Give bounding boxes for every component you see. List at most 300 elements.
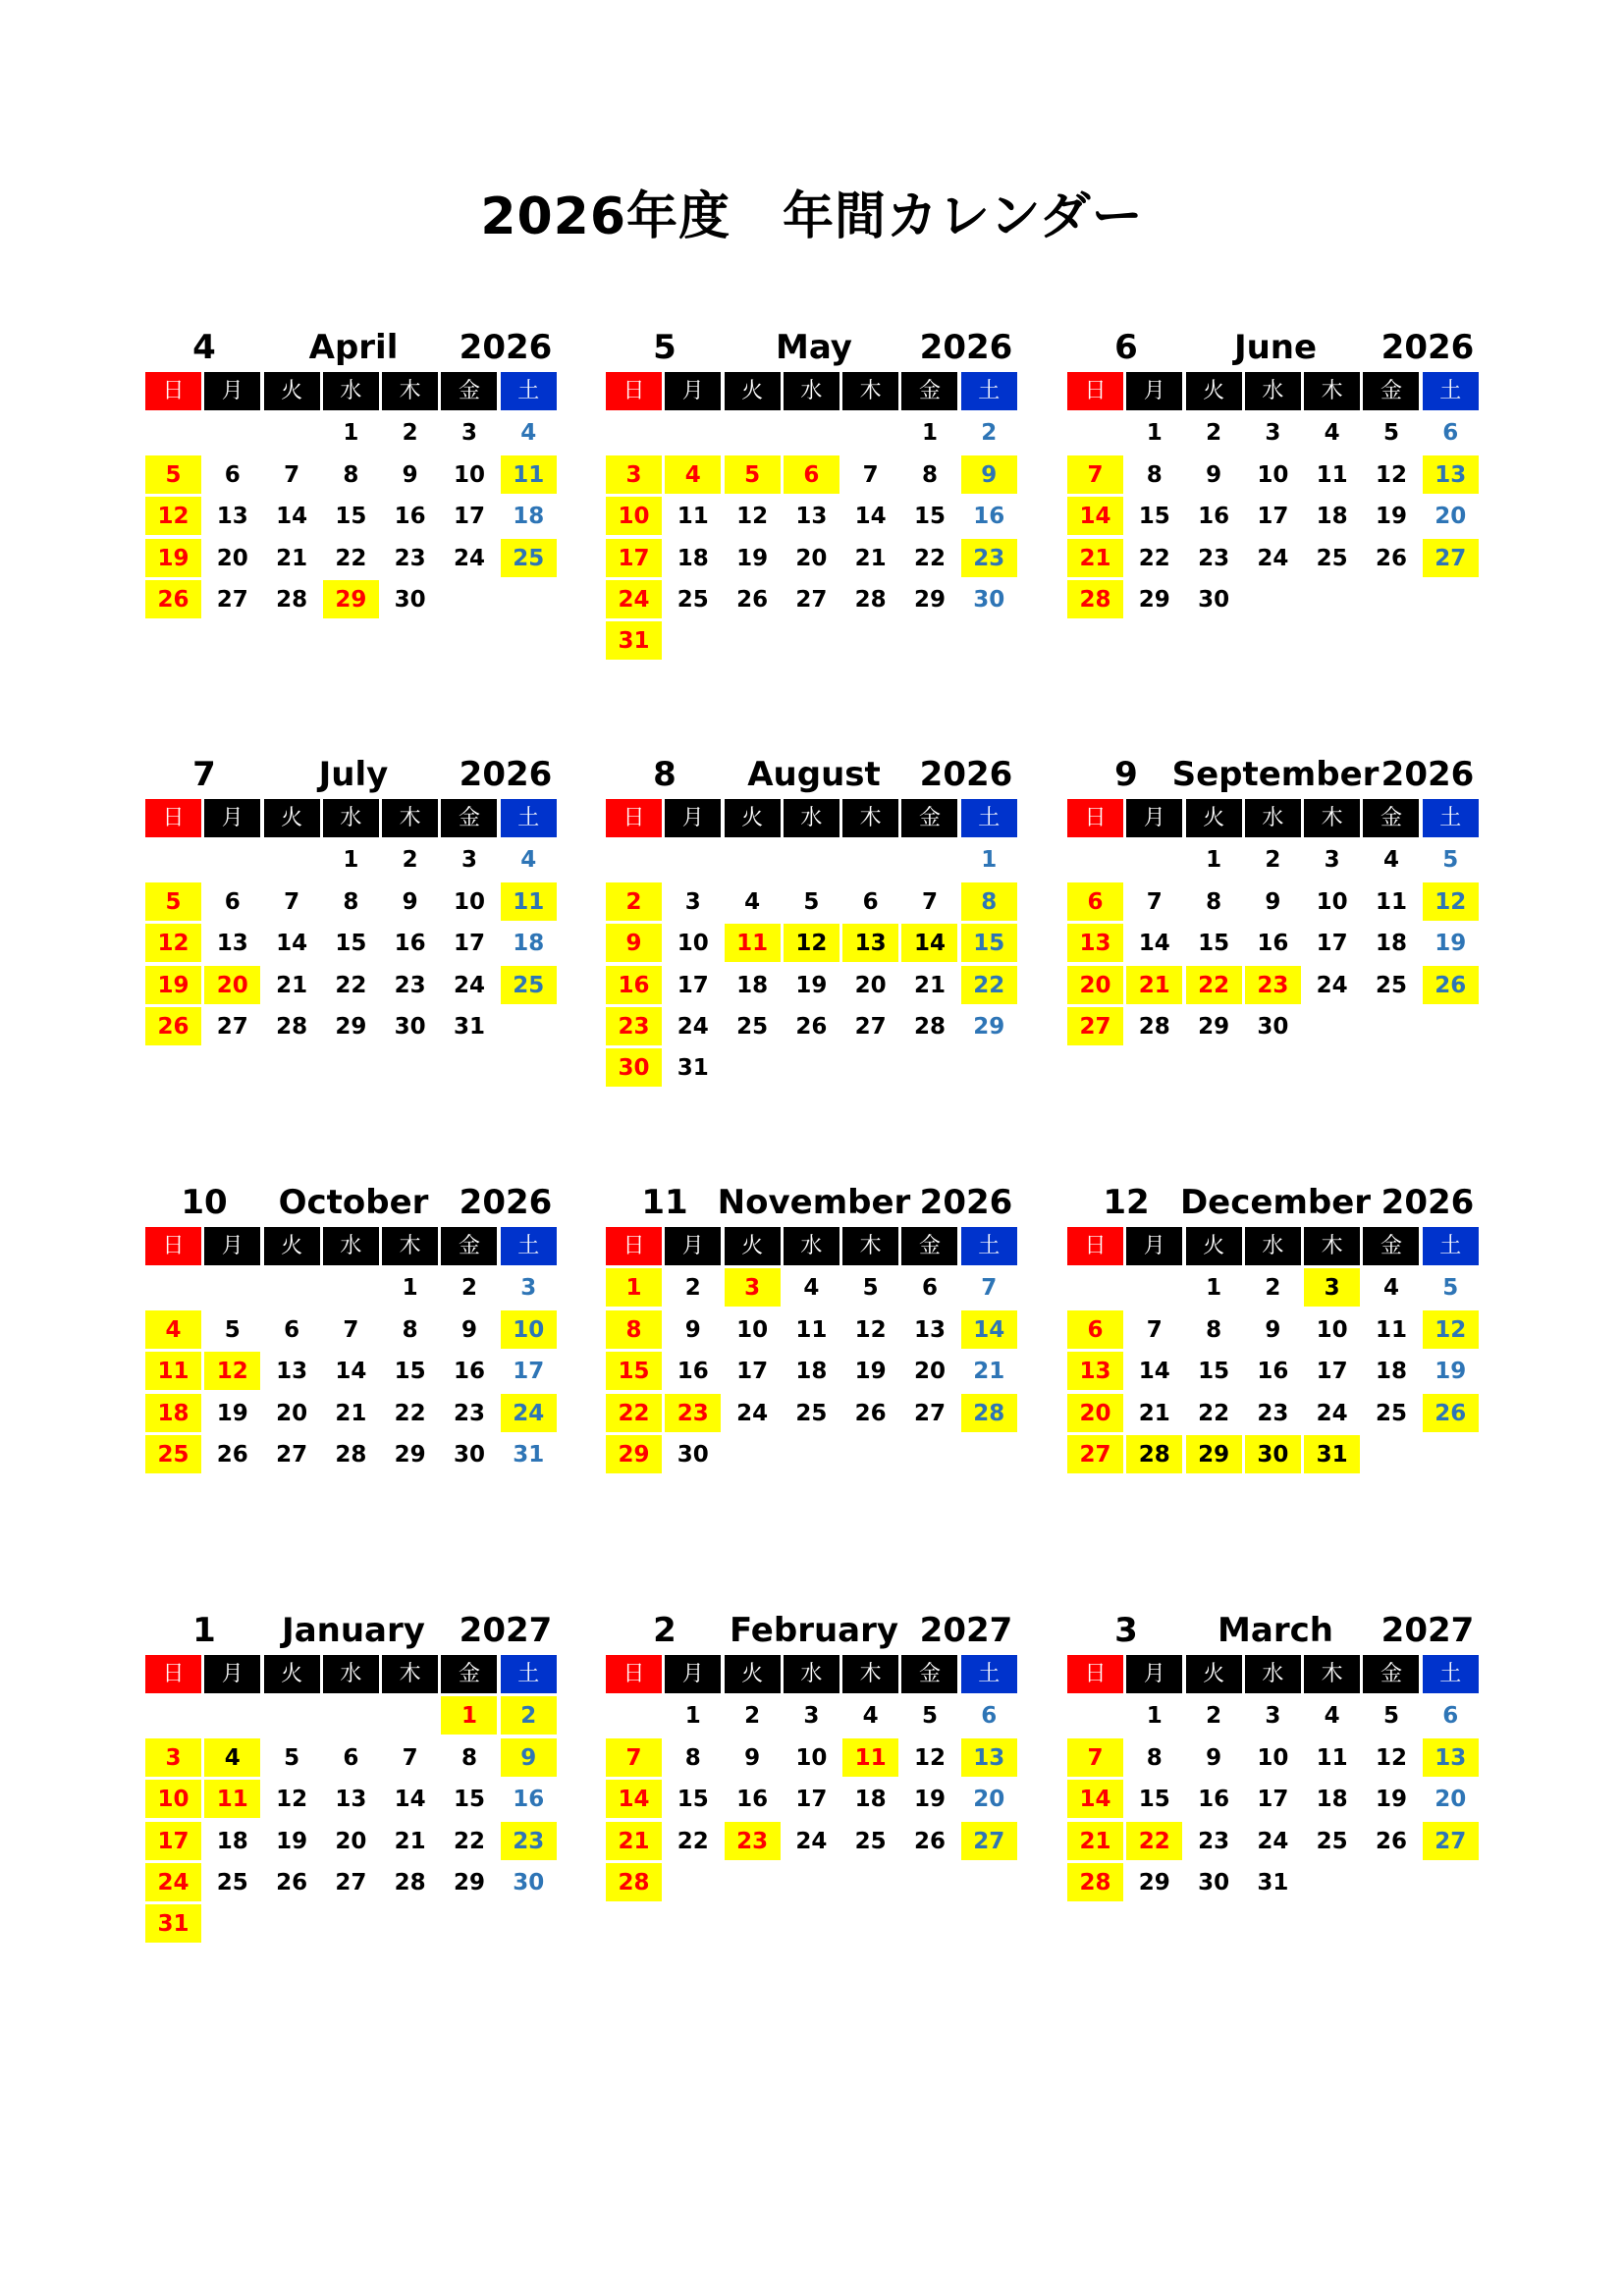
day-cell: 14 <box>1138 1359 1170 1385</box>
weekday-header: 日 <box>606 1655 662 1693</box>
day-cell: 5 <box>1442 847 1459 874</box>
day-cell: 5 <box>224 1316 241 1343</box>
holiday-day-cell: 14 <box>961 1310 1017 1349</box>
day-cell: 12 <box>854 1316 887 1343</box>
weekday-header: 火 <box>725 799 781 837</box>
day-cell: 15 <box>913 504 946 530</box>
day-cell: 24 <box>1257 1828 1289 1854</box>
day-cell: 26 <box>1375 545 1407 571</box>
month-number: 7 <box>192 755 216 794</box>
holiday-day-cell: 21 <box>606 1822 662 1860</box>
day-cell: 28 <box>335 1441 367 1468</box>
weekday-header: 土 <box>501 1655 557 1693</box>
empty-cell <box>145 840 201 879</box>
holiday-day-cell: 28 <box>1067 1863 1123 1901</box>
day-cell: 25 <box>1316 545 1348 571</box>
month-header <box>1067 324 1482 372</box>
holiday-day-cell: 4 <box>204 1738 260 1777</box>
empty-cell <box>145 413 201 452</box>
weekday-header: 火 <box>264 799 320 837</box>
holiday-day-cell: 30 <box>1245 1435 1301 1473</box>
empty-cell <box>1067 1268 1123 1307</box>
day-cell: 12 <box>913 1744 946 1771</box>
holiday-day-cell: 4 <box>145 1310 201 1349</box>
day-cell: 16 <box>513 1787 545 1813</box>
day-cell: 27 <box>913 1400 946 1426</box>
month-grid <box>1067 1655 1482 1901</box>
weekday-header: 月 <box>1126 1227 1182 1265</box>
day-cell: 9 <box>1265 888 1281 915</box>
holiday-day-cell: 17 <box>606 539 662 577</box>
empty-cell <box>901 840 957 879</box>
weekday-header: 金 <box>441 372 497 410</box>
day-cell: 2 <box>460 1275 477 1302</box>
day-cell: 23 <box>1198 545 1230 571</box>
day-cell: 22 <box>913 545 946 571</box>
month-header <box>1067 1607 1482 1655</box>
month-february <box>606 1607 1020 1901</box>
weekday-header: 火 <box>264 1227 320 1265</box>
month-name: September <box>1171 755 1380 794</box>
holiday-day-cell: 11 <box>145 1352 201 1390</box>
holiday-day-cell: 7 <box>1067 455 1123 494</box>
weekday-header: 日 <box>145 1655 201 1693</box>
day-cell: 12 <box>736 504 769 530</box>
day-cell: 18 <box>1316 1787 1348 1813</box>
month-name: March <box>1218 1611 1333 1650</box>
weekday-header: 土 <box>501 372 557 410</box>
day-cell: 26 <box>854 1400 887 1426</box>
weekday-header: 日 <box>1067 799 1123 837</box>
weekday-header: 月 <box>1126 372 1182 410</box>
weekday-header: 金 <box>901 1227 957 1265</box>
day-cell: 4 <box>803 1275 820 1302</box>
holiday-day-cell: 20 <box>204 966 260 1004</box>
holiday-day-cell: 22 <box>606 1394 662 1432</box>
weekday-header: 木 <box>1304 1655 1360 1693</box>
holiday-day-cell: 10 <box>145 1780 201 1818</box>
month-header <box>145 751 560 799</box>
month-grid <box>145 799 560 1045</box>
day-cell: 20 <box>335 1828 367 1854</box>
page-title: 2026年度 年間カレンダー <box>480 187 1144 246</box>
day-cell: 5 <box>803 888 820 915</box>
month-grid <box>145 1227 560 1473</box>
holiday-day-cell: 11 <box>725 924 781 962</box>
day-cell: 7 <box>862 461 879 488</box>
day-cell: 22 <box>1198 1400 1230 1426</box>
day-cell: 17 <box>453 504 485 530</box>
day-cell: 18 <box>854 1787 887 1813</box>
holiday-day-cell: 29 <box>606 1435 662 1473</box>
holiday-day-cell: 14 <box>1067 1780 1123 1818</box>
month-name: January <box>282 1611 425 1650</box>
day-cell: 11 <box>1375 1316 1407 1343</box>
holiday-day-cell: 28 <box>606 1863 662 1901</box>
holiday-day-cell: 10 <box>606 497 662 535</box>
day-cell: 9 <box>1265 1316 1281 1343</box>
month-number: 8 <box>653 755 677 794</box>
day-cell: 29 <box>394 1441 426 1468</box>
holiday-day-cell: 13 <box>1423 455 1479 494</box>
day-cell: 22 <box>677 1828 709 1854</box>
month-grid <box>145 1655 560 1943</box>
month-grid <box>1067 1227 1482 1473</box>
day-cell: 26 <box>1375 1828 1407 1854</box>
day-cell: 13 <box>216 504 248 530</box>
holiday-day-cell: 24 <box>606 580 662 618</box>
month-header <box>145 1607 560 1655</box>
holiday-day-cell: 23 <box>501 1822 557 1860</box>
holiday-day-cell: 6 <box>1067 1310 1123 1349</box>
holiday-day-cell: 23 <box>1245 966 1301 1004</box>
holiday-day-cell: 18 <box>145 1394 201 1432</box>
day-cell: 17 <box>1316 1359 1348 1385</box>
day-cell: 18 <box>736 972 769 998</box>
empty-cell <box>784 413 839 452</box>
month-september <box>1067 751 1482 1045</box>
weekday-header: 木 <box>842 1655 898 1693</box>
holiday-day-cell: 9 <box>501 1738 557 1777</box>
month-number: 9 <box>1114 755 1138 794</box>
day-cell: 7 <box>981 1275 998 1302</box>
holiday-day-cell: 12 <box>204 1352 260 1390</box>
month-header <box>1067 1179 1482 1227</box>
month-year: 2026 <box>1380 755 1475 794</box>
day-cell: 2 <box>744 1703 761 1730</box>
day-cell: 5 <box>1382 1703 1399 1730</box>
day-cell: 10 <box>453 461 485 488</box>
day-cell: 16 <box>394 504 426 530</box>
day-cell: 24 <box>736 1400 769 1426</box>
empty-cell <box>204 1696 260 1735</box>
month-grid <box>606 1655 1020 1901</box>
month-grid <box>1067 799 1482 1045</box>
weekday-header: 水 <box>784 1655 839 1693</box>
weekday-header: 水 <box>784 1227 839 1265</box>
day-cell: 20 <box>1435 1787 1467 1813</box>
month-name: August <box>747 755 881 794</box>
weekday-header: 金 <box>441 799 497 837</box>
holiday-day-cell: 22 <box>1126 1822 1182 1860</box>
day-cell: 24 <box>677 1013 709 1040</box>
day-cell: 20 <box>854 972 887 998</box>
holiday-day-cell: 12 <box>145 497 201 535</box>
month-june <box>1067 324 1482 618</box>
month-november <box>606 1179 1020 1473</box>
day-cell: 3 <box>684 888 701 915</box>
day-cell: 25 <box>1375 972 1407 998</box>
day-cell: 19 <box>1375 1787 1407 1813</box>
holiday-day-cell: 11 <box>501 882 557 921</box>
month-year: 2027 <box>1380 1611 1475 1650</box>
day-cell: 18 <box>1375 931 1407 957</box>
weekday-header: 月 <box>204 372 260 410</box>
holiday-day-cell: 24 <box>501 1394 557 1432</box>
day-cell: 4 <box>862 1703 879 1730</box>
weekday-header: 水 <box>1245 799 1301 837</box>
holiday-day-cell: 7 <box>1067 1738 1123 1777</box>
day-cell: 30 <box>453 1441 485 1468</box>
day-cell: 31 <box>677 1055 709 1082</box>
weekday-header: 日 <box>606 1227 662 1265</box>
weekday-header: 火 <box>725 1655 781 1693</box>
day-cell: 1 <box>921 420 938 447</box>
holiday-day-cell: 22 <box>961 966 1017 1004</box>
month-grid <box>145 372 560 618</box>
month-name: April <box>308 328 399 367</box>
day-cell: 7 <box>921 888 938 915</box>
day-cell: 30 <box>513 1869 545 1896</box>
day-cell: 15 <box>335 931 367 957</box>
month-year: 2027 <box>919 1611 1013 1650</box>
holiday-day-cell: 13 <box>1067 1352 1123 1390</box>
day-cell: 1 <box>1146 420 1163 447</box>
day-cell: 27 <box>335 1869 367 1896</box>
empty-cell <box>842 413 898 452</box>
day-cell: 5 <box>284 1744 300 1771</box>
empty-cell <box>264 413 320 452</box>
holiday-day-cell: 20 <box>1067 1394 1123 1432</box>
month-may <box>606 324 1020 660</box>
holiday-day-cell: 27 <box>1423 1822 1479 1860</box>
day-cell: 2 <box>1265 847 1281 874</box>
weekday-header: 金 <box>441 1655 497 1693</box>
holiday-day-cell: 3 <box>1304 1268 1360 1307</box>
day-cell: 1 <box>1146 1703 1163 1730</box>
month-header <box>145 1179 560 1227</box>
weekday-header: 水 <box>323 1227 379 1265</box>
month-name: June <box>1233 328 1318 367</box>
holiday-day-cell: 9 <box>606 924 662 962</box>
day-cell: 15 <box>394 1359 426 1385</box>
empty-cell <box>145 1696 201 1735</box>
day-cell: 13 <box>335 1787 367 1813</box>
day-cell: 20 <box>795 545 828 571</box>
day-cell: 7 <box>1146 1316 1163 1343</box>
day-cell: 19 <box>216 1400 248 1426</box>
day-cell: 19 <box>1435 1359 1467 1385</box>
holiday-day-cell: 23 <box>606 1007 662 1045</box>
day-cell: 22 <box>394 1400 426 1426</box>
weekday-header: 火 <box>725 372 781 410</box>
empty-cell <box>145 1268 201 1307</box>
weekday-header: 木 <box>382 799 438 837</box>
empty-cell <box>323 1268 379 1307</box>
day-cell: 16 <box>453 1359 485 1385</box>
day-cell: 26 <box>913 1828 946 1854</box>
weekday-header: 木 <box>842 372 898 410</box>
day-cell: 4 <box>1382 1275 1399 1302</box>
weekday-header: 木 <box>382 372 438 410</box>
holiday-day-cell: 10 <box>501 1310 557 1349</box>
day-cell: 13 <box>216 931 248 957</box>
day-cell: 9 <box>1206 1744 1222 1771</box>
holiday-day-cell: 26 <box>145 580 201 618</box>
day-cell: 2 <box>981 420 998 447</box>
day-cell: 4 <box>744 888 761 915</box>
day-cell: 20 <box>913 1359 946 1385</box>
day-cell: 17 <box>1257 504 1289 530</box>
weekday-header: 土 <box>961 1227 1017 1265</box>
day-cell: 24 <box>795 1828 828 1854</box>
day-cell: 6 <box>224 888 241 915</box>
day-cell: 25 <box>1375 1400 1407 1426</box>
day-cell: 25 <box>736 1013 769 1040</box>
day-cell: 13 <box>276 1359 308 1385</box>
day-cell: 27 <box>216 586 248 613</box>
holiday-day-cell: 3 <box>606 455 662 494</box>
day-cell: 5 <box>862 1275 879 1302</box>
day-cell: 21 <box>913 972 946 998</box>
day-cell: 9 <box>1206 461 1222 488</box>
day-cell: 30 <box>1198 586 1230 613</box>
month-number: 6 <box>1114 328 1138 367</box>
weekday-header: 月 <box>204 1655 260 1693</box>
day-cell: 16 <box>677 1359 709 1385</box>
day-cell: 8 <box>921 461 938 488</box>
weekday-header: 日 <box>1067 372 1123 410</box>
month-march <box>1067 1607 1482 1901</box>
weekday-header: 金 <box>901 1655 957 1693</box>
day-cell: 27 <box>216 1013 248 1040</box>
weekday-header: 月 <box>665 372 721 410</box>
day-cell: 23 <box>1257 1400 1289 1426</box>
day-cell: 3 <box>1265 1703 1281 1730</box>
day-cell: 26 <box>216 1441 248 1468</box>
weekday-header: 金 <box>441 1227 497 1265</box>
weekday-header: 土 <box>1423 1227 1479 1265</box>
holiday-day-cell: 25 <box>501 539 557 577</box>
holiday-day-cell: 26 <box>145 1007 201 1045</box>
day-cell: 14 <box>276 504 308 530</box>
weekday-header: 土 <box>961 799 1017 837</box>
day-cell: 11 <box>795 1316 828 1343</box>
day-cell: 10 <box>736 1316 769 1343</box>
month-grid <box>1067 372 1482 618</box>
weekday-header: 日 <box>606 372 662 410</box>
empty-cell <box>204 1268 260 1307</box>
day-cell: 16 <box>1198 1787 1230 1813</box>
holiday-day-cell: 6 <box>784 455 839 494</box>
day-cell: 11 <box>1316 461 1348 488</box>
day-cell: 7 <box>284 888 300 915</box>
empty-cell <box>264 1696 320 1735</box>
day-cell: 6 <box>1442 1703 1459 1730</box>
weekday-header: 日 <box>1067 1655 1123 1693</box>
day-cell: 26 <box>736 586 769 613</box>
month-year: 2026 <box>459 755 553 794</box>
day-cell: 2 <box>402 420 418 447</box>
day-cell: 25 <box>854 1828 887 1854</box>
day-cell: 24 <box>1316 1400 1348 1426</box>
day-cell: 17 <box>736 1359 769 1385</box>
day-cell: 16 <box>973 504 1005 530</box>
weekday-header: 木 <box>1304 799 1360 837</box>
day-cell: 16 <box>1257 1359 1289 1385</box>
day-cell: 12 <box>276 1787 308 1813</box>
day-cell: 25 <box>677 586 709 613</box>
holiday-day-cell: 27 <box>1067 1007 1123 1045</box>
day-cell: 21 <box>854 545 887 571</box>
weekday-header: 木 <box>1304 372 1360 410</box>
weekday-header: 月 <box>665 1655 721 1693</box>
holiday-day-cell: 19 <box>145 539 201 577</box>
holiday-day-cell: 30 <box>606 1048 662 1087</box>
day-cell: 21 <box>1138 1400 1170 1426</box>
day-cell: 4 <box>520 847 537 874</box>
day-cell: 1 <box>981 847 998 874</box>
day-cell: 7 <box>284 461 300 488</box>
day-cell: 5 <box>1382 420 1399 447</box>
weekday-header: 土 <box>961 372 1017 410</box>
holiday-day-cell: 21 <box>1126 966 1182 1004</box>
weekday-header: 水 <box>323 1655 379 1693</box>
holiday-day-cell: 16 <box>606 966 662 1004</box>
day-cell: 13 <box>795 504 828 530</box>
day-cell: 10 <box>677 931 709 957</box>
day-cell: 21 <box>973 1359 1005 1385</box>
day-cell: 28 <box>854 586 887 613</box>
day-cell: 29 <box>1198 1013 1230 1040</box>
holiday-day-cell: 25 <box>145 1435 201 1473</box>
day-cell: 25 <box>1316 1828 1348 1854</box>
day-cell: 29 <box>913 586 946 613</box>
day-cell: 18 <box>216 1828 248 1854</box>
day-cell: 1 <box>402 1275 418 1302</box>
holiday-day-cell: 6 <box>1067 882 1123 921</box>
holiday-day-cell: 20 <box>1067 966 1123 1004</box>
holiday-day-cell: 5 <box>145 882 201 921</box>
holiday-day-cell: 15 <box>961 924 1017 962</box>
day-cell: 3 <box>1265 420 1281 447</box>
day-cell: 22 <box>453 1828 485 1854</box>
month-year: 2026 <box>919 755 1013 794</box>
holiday-day-cell: 19 <box>145 966 201 1004</box>
day-cell: 3 <box>803 1703 820 1730</box>
day-cell: 4 <box>1324 1703 1340 1730</box>
day-cell: 22 <box>335 972 367 998</box>
day-cell: 23 <box>394 972 426 998</box>
day-cell: 3 <box>520 1275 537 1302</box>
month-name: November <box>717 1183 911 1222</box>
day-cell: 14 <box>1138 931 1170 957</box>
empty-cell <box>665 413 721 452</box>
holiday-day-cell: 14 <box>1067 497 1123 535</box>
day-cell: 3 <box>1324 847 1340 874</box>
day-cell: 20 <box>216 545 248 571</box>
day-cell: 9 <box>744 1744 761 1771</box>
day-cell: 6 <box>1442 420 1459 447</box>
day-cell: 28 <box>913 1013 946 1040</box>
day-cell: 29 <box>1138 1869 1170 1896</box>
day-cell: 8 <box>1146 461 1163 488</box>
day-cell: 24 <box>1257 545 1289 571</box>
weekday-header: 火 <box>264 1655 320 1693</box>
holiday-day-cell: 11 <box>842 1738 898 1777</box>
holiday-day-cell: 14 <box>606 1780 662 1818</box>
holiday-day-cell: 12 <box>1423 882 1479 921</box>
weekday-header: 日 <box>145 1227 201 1265</box>
weekday-header: 月 <box>665 1227 721 1265</box>
holiday-day-cell: 12 <box>145 924 201 962</box>
day-cell: 8 <box>460 1744 477 1771</box>
day-cell: 22 <box>335 545 367 571</box>
day-cell: 10 <box>1257 1744 1289 1771</box>
day-cell: 30 <box>394 1013 426 1040</box>
day-cell: 25 <box>216 1869 248 1896</box>
day-cell: 14 <box>854 504 887 530</box>
